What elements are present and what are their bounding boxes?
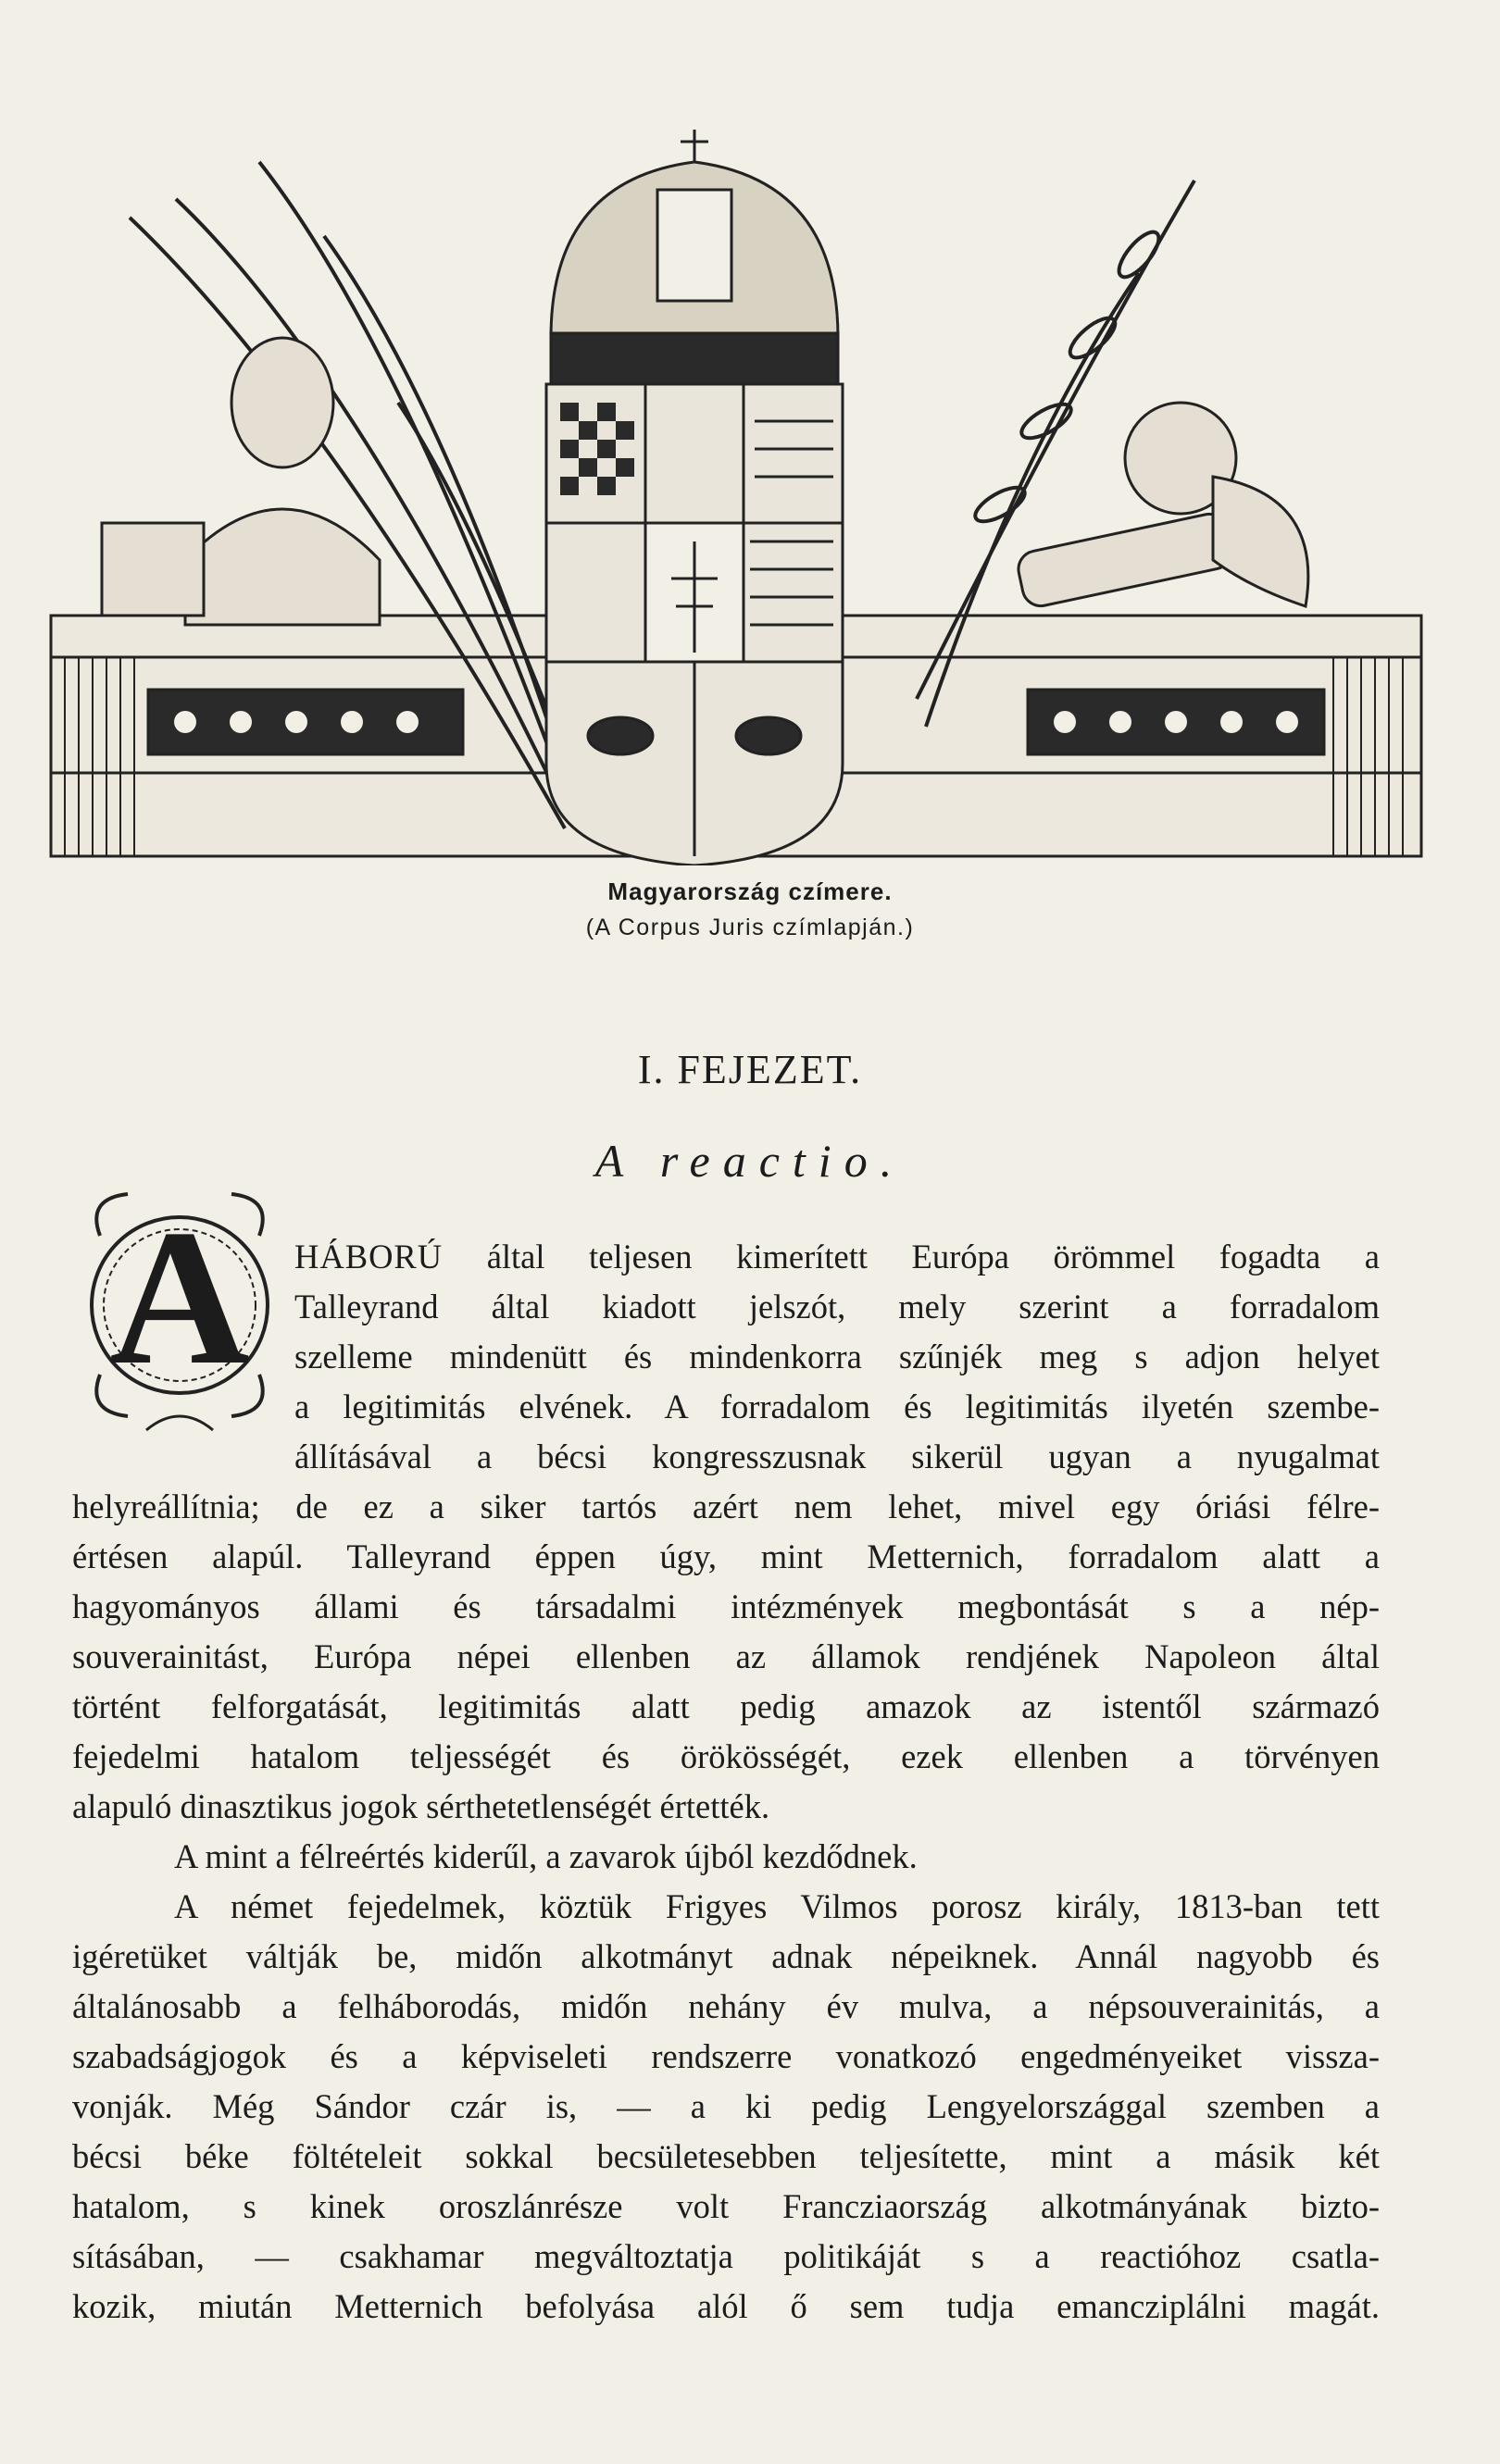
text-line: szelleme mindenütt és mindenkorra szűnjék meg s adjon helyet [294, 1338, 1380, 1375]
text-line: Talleyrand által kiadott jelszót, mely szerint a forradalom [294, 1288, 1380, 1325]
text-line: sításában, — csakhamar megváltoztatja politikáját s a reactióhoz csatla- [72, 2237, 1380, 2275]
text-line: souverainitást, Európa népei ellenben az államok rendjének Napoleon által [72, 1637, 1380, 1675]
drop-cap-letter: A [109, 1190, 250, 1405]
text-line: alapuló dinasztikus jogok sérthetetlenségét értették. [72, 1787, 770, 1825]
text-line: állításával a bécsi kongresszusnak sikerül ugyan a nyugalmat [294, 1437, 1380, 1475]
chapter-number: I. FEJEZET. [637, 1047, 863, 1092]
text-line: általánosabb a felháborodás, midőn nehány év mulva, a népsouverainitás, a [72, 1987, 1380, 2025]
coat-of-arms-illustration [46, 125, 1426, 865]
coat-of-arms-shield [546, 384, 843, 865]
text-line: fejedelmi hatalom teljességét és örökösségét, ezek ellenben a törvényen [72, 1737, 1380, 1775]
text-line: bécsi béke föltételeit sokkal becsületesebben teljesítette, mint a másik két [72, 2137, 1380, 2175]
lead-word: HÁBORÚ [294, 1238, 444, 1276]
text-line: igéretüket váltják be, midőn alkotmányt adnak népeiknek. Annál nagyobb és [72, 1937, 1380, 1975]
text-line: hatalom, s kinek oroszlánrésze volt Francziaország alkotmányának bizto- [72, 2187, 1380, 2225]
text-line: a legitimitás elvének. A forradalom és legitimitás ilyetén szembe- [294, 1388, 1380, 1425]
illustration-caption-title: Magyarország czímere. [607, 877, 893, 905]
text-line: történt felforgatását, legitimitás alatt pedig amazok az istentől származó [72, 1687, 1380, 1725]
decorated-initial [81, 1180, 278, 1449]
text-line: HÁBORÚ által teljesen kimerített Európa örömmel fogadta a [294, 1238, 1380, 1276]
text-line: helyreállítnia; de ez a siker tartós azért nem lehet, mivel egy óriási félre- [72, 1487, 1380, 1525]
text-line: A német fejedelmek, köztük Frigyes Vilmos porosz király, 1813-ban tett [174, 1887, 1380, 1925]
text-line: értésen alapúl. Talleyrand éppen úgy, mint Metternich, forradalom alatt a [72, 1537, 1380, 1575]
text-line: hagyományos állami és társadalmi intézmények megbontását s a nép- [72, 1587, 1380, 1625]
text-line: vonják. Még Sándor czár is, — a ki pedig Lengyelországgal szemben a [72, 2087, 1380, 2125]
text-line: kozik, miután Metternich befolyása alól ő sem tudja emancziplálni magát. [72, 2287, 1380, 2325]
text-line: A mint a félreértés kiderűl, a zavarok újból kezdődnek. [174, 1837, 918, 1875]
chapter-title: A reactio. [594, 1135, 906, 1187]
illustration-caption-source: (A Corpus Juris czímlapján.) [585, 915, 915, 940]
text-line: szabadságjogok és a képviseleti rendszerre vonatkozó engedményeiket vissza- [72, 2037, 1380, 2075]
